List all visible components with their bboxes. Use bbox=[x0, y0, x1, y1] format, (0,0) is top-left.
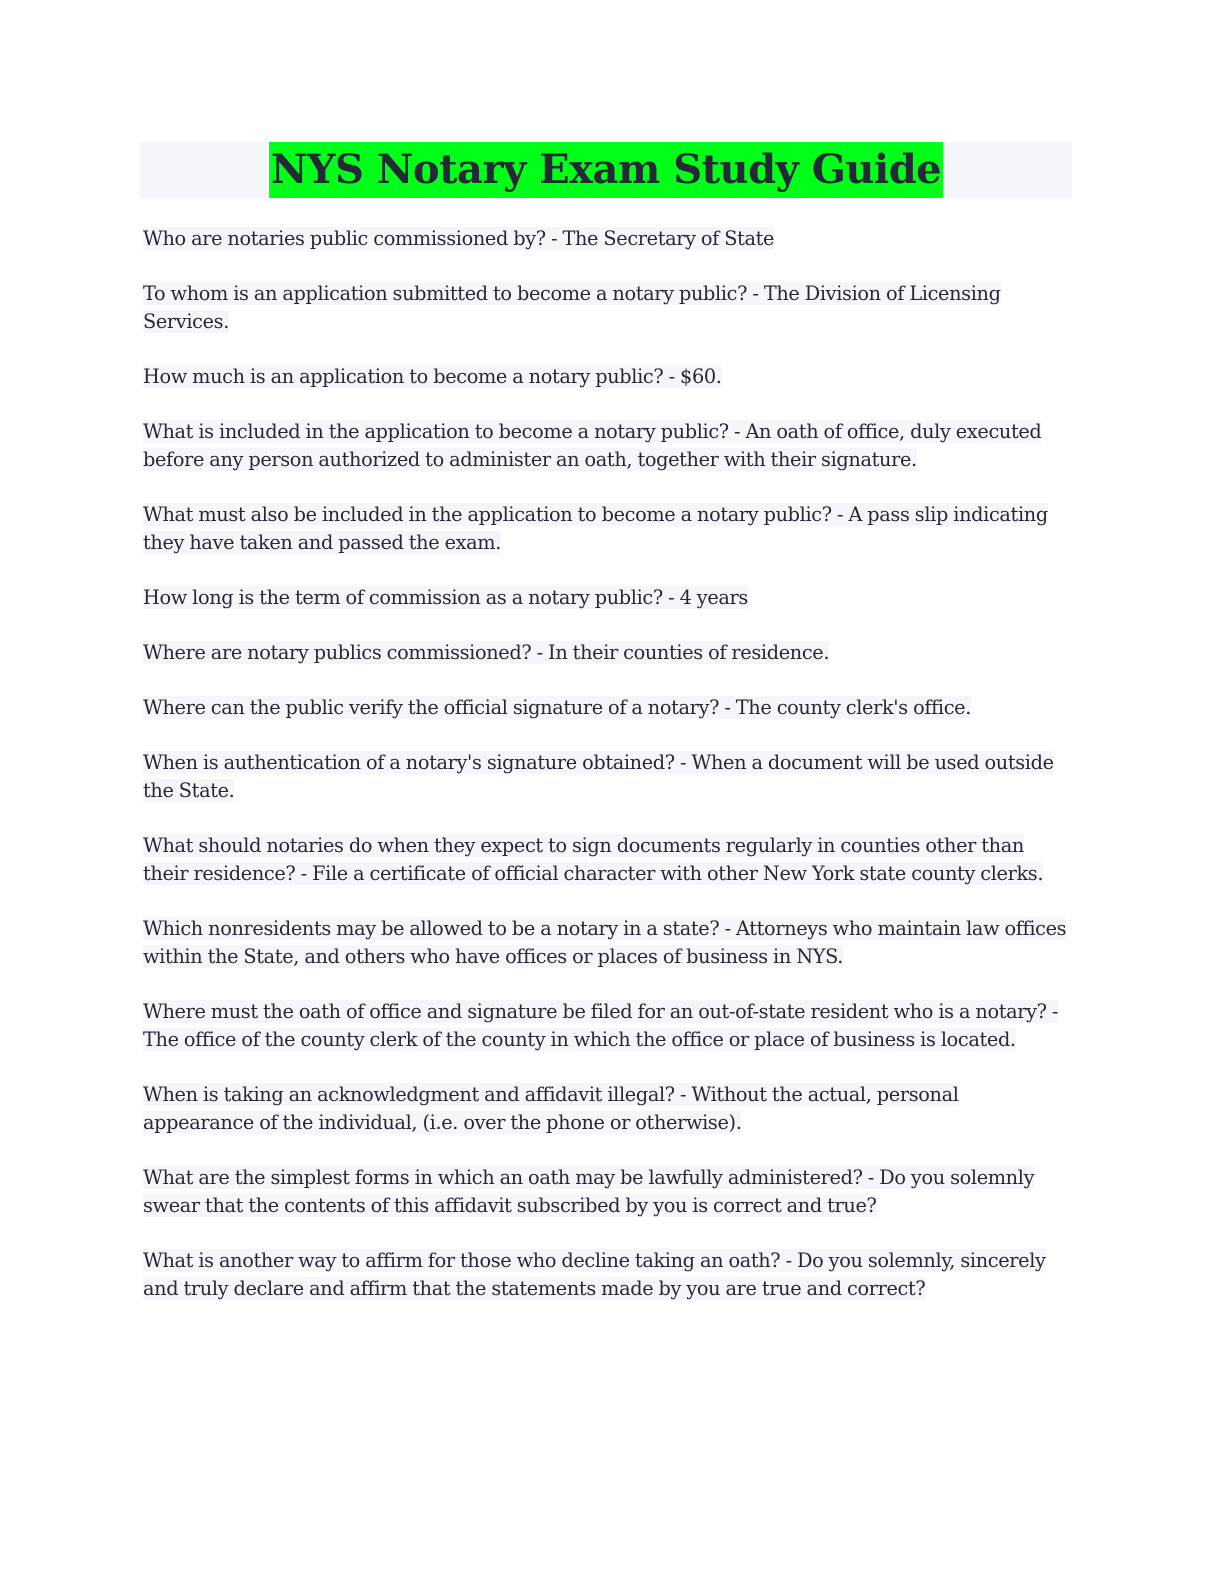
qa-text: How long is the term of commission as a notary public? - 4 years bbox=[143, 586, 748, 609]
qa-text: Where can the public verify the official signature of a notary? - The county clerk's office. bbox=[143, 696, 972, 719]
qa-text: What is another way to affirm for those who decline taking an oath? - Do you solemnly, sincerely and truly declare and affirm that the statements made by you are true and correct? bbox=[143, 1249, 1046, 1300]
qa-item bbox=[143, 1247, 1072, 1303]
qa-text: Who are notaries public commissioned by? - The Secretary of State bbox=[143, 227, 775, 250]
qa-item bbox=[143, 998, 1072, 1054]
qa-item bbox=[143, 280, 1072, 336]
qa-text: To whom is an application submitted to become a notary public? - The Division of Licensing Services. bbox=[143, 282, 1001, 333]
qa-item bbox=[143, 1164, 1072, 1220]
document-page bbox=[140, 142, 1072, 1330]
qa-item bbox=[143, 915, 1072, 971]
qa-text: What is included in the application to become a notary public? - An oath of office, duly executed before any person authorized to administer an oath, together with their signature. bbox=[143, 420, 1042, 471]
qa-item bbox=[143, 639, 1072, 667]
qa-text: When is authentication of a notary's signature obtained? - When a document will be used outside the State. bbox=[143, 751, 1054, 802]
qa-text: What should notaries do when they expect to sign documents regularly in counties other than their residence? - File a certificate of official character with other New York state county clerks. bbox=[143, 834, 1044, 885]
qa-item bbox=[143, 832, 1072, 888]
qa-list bbox=[140, 225, 1072, 1303]
qa-item bbox=[143, 1081, 1072, 1137]
qa-item bbox=[143, 501, 1072, 557]
qa-text: How much is an application to become a notary public? - $60. bbox=[143, 365, 722, 388]
qa-text: When is taking an acknowledgment and affidavit illegal? - Without the actual, personal appearance of the individual, (i.e. over the phone or otherwise). bbox=[143, 1083, 959, 1134]
qa-text: What are the simplest forms in which an oath may be lawfully administered? - Do you solemnly swear that the contents of this affidavit subscribed by you is correct and true? bbox=[143, 1166, 1035, 1217]
title-band bbox=[140, 142, 1072, 198]
qa-item bbox=[143, 584, 1072, 612]
document-title: NYS Notary Exam Study Guide bbox=[269, 142, 943, 198]
qa-item bbox=[143, 363, 1072, 391]
qa-text: Which nonresidents may be allowed to be a notary in a state? - Attorneys who maintain law offices within the State, and others who have offices or places of business in NYS. bbox=[143, 917, 1067, 968]
qa-text: Where must the oath of office and signature be filed for an out-of-state resident who is a notary? - The office of the county clerk of the county in which the office or place of business is located. bbox=[143, 1000, 1059, 1051]
qa-item bbox=[143, 418, 1072, 474]
qa-item bbox=[143, 749, 1072, 805]
qa-text: Where are notary publics commissioned? - In their counties of residence. bbox=[143, 641, 830, 664]
qa-text: What must also be included in the application to become a notary public? - A pass slip indicating they have taken and passed the exam. bbox=[143, 503, 1048, 554]
qa-item bbox=[143, 225, 1072, 253]
qa-item bbox=[143, 694, 1072, 722]
